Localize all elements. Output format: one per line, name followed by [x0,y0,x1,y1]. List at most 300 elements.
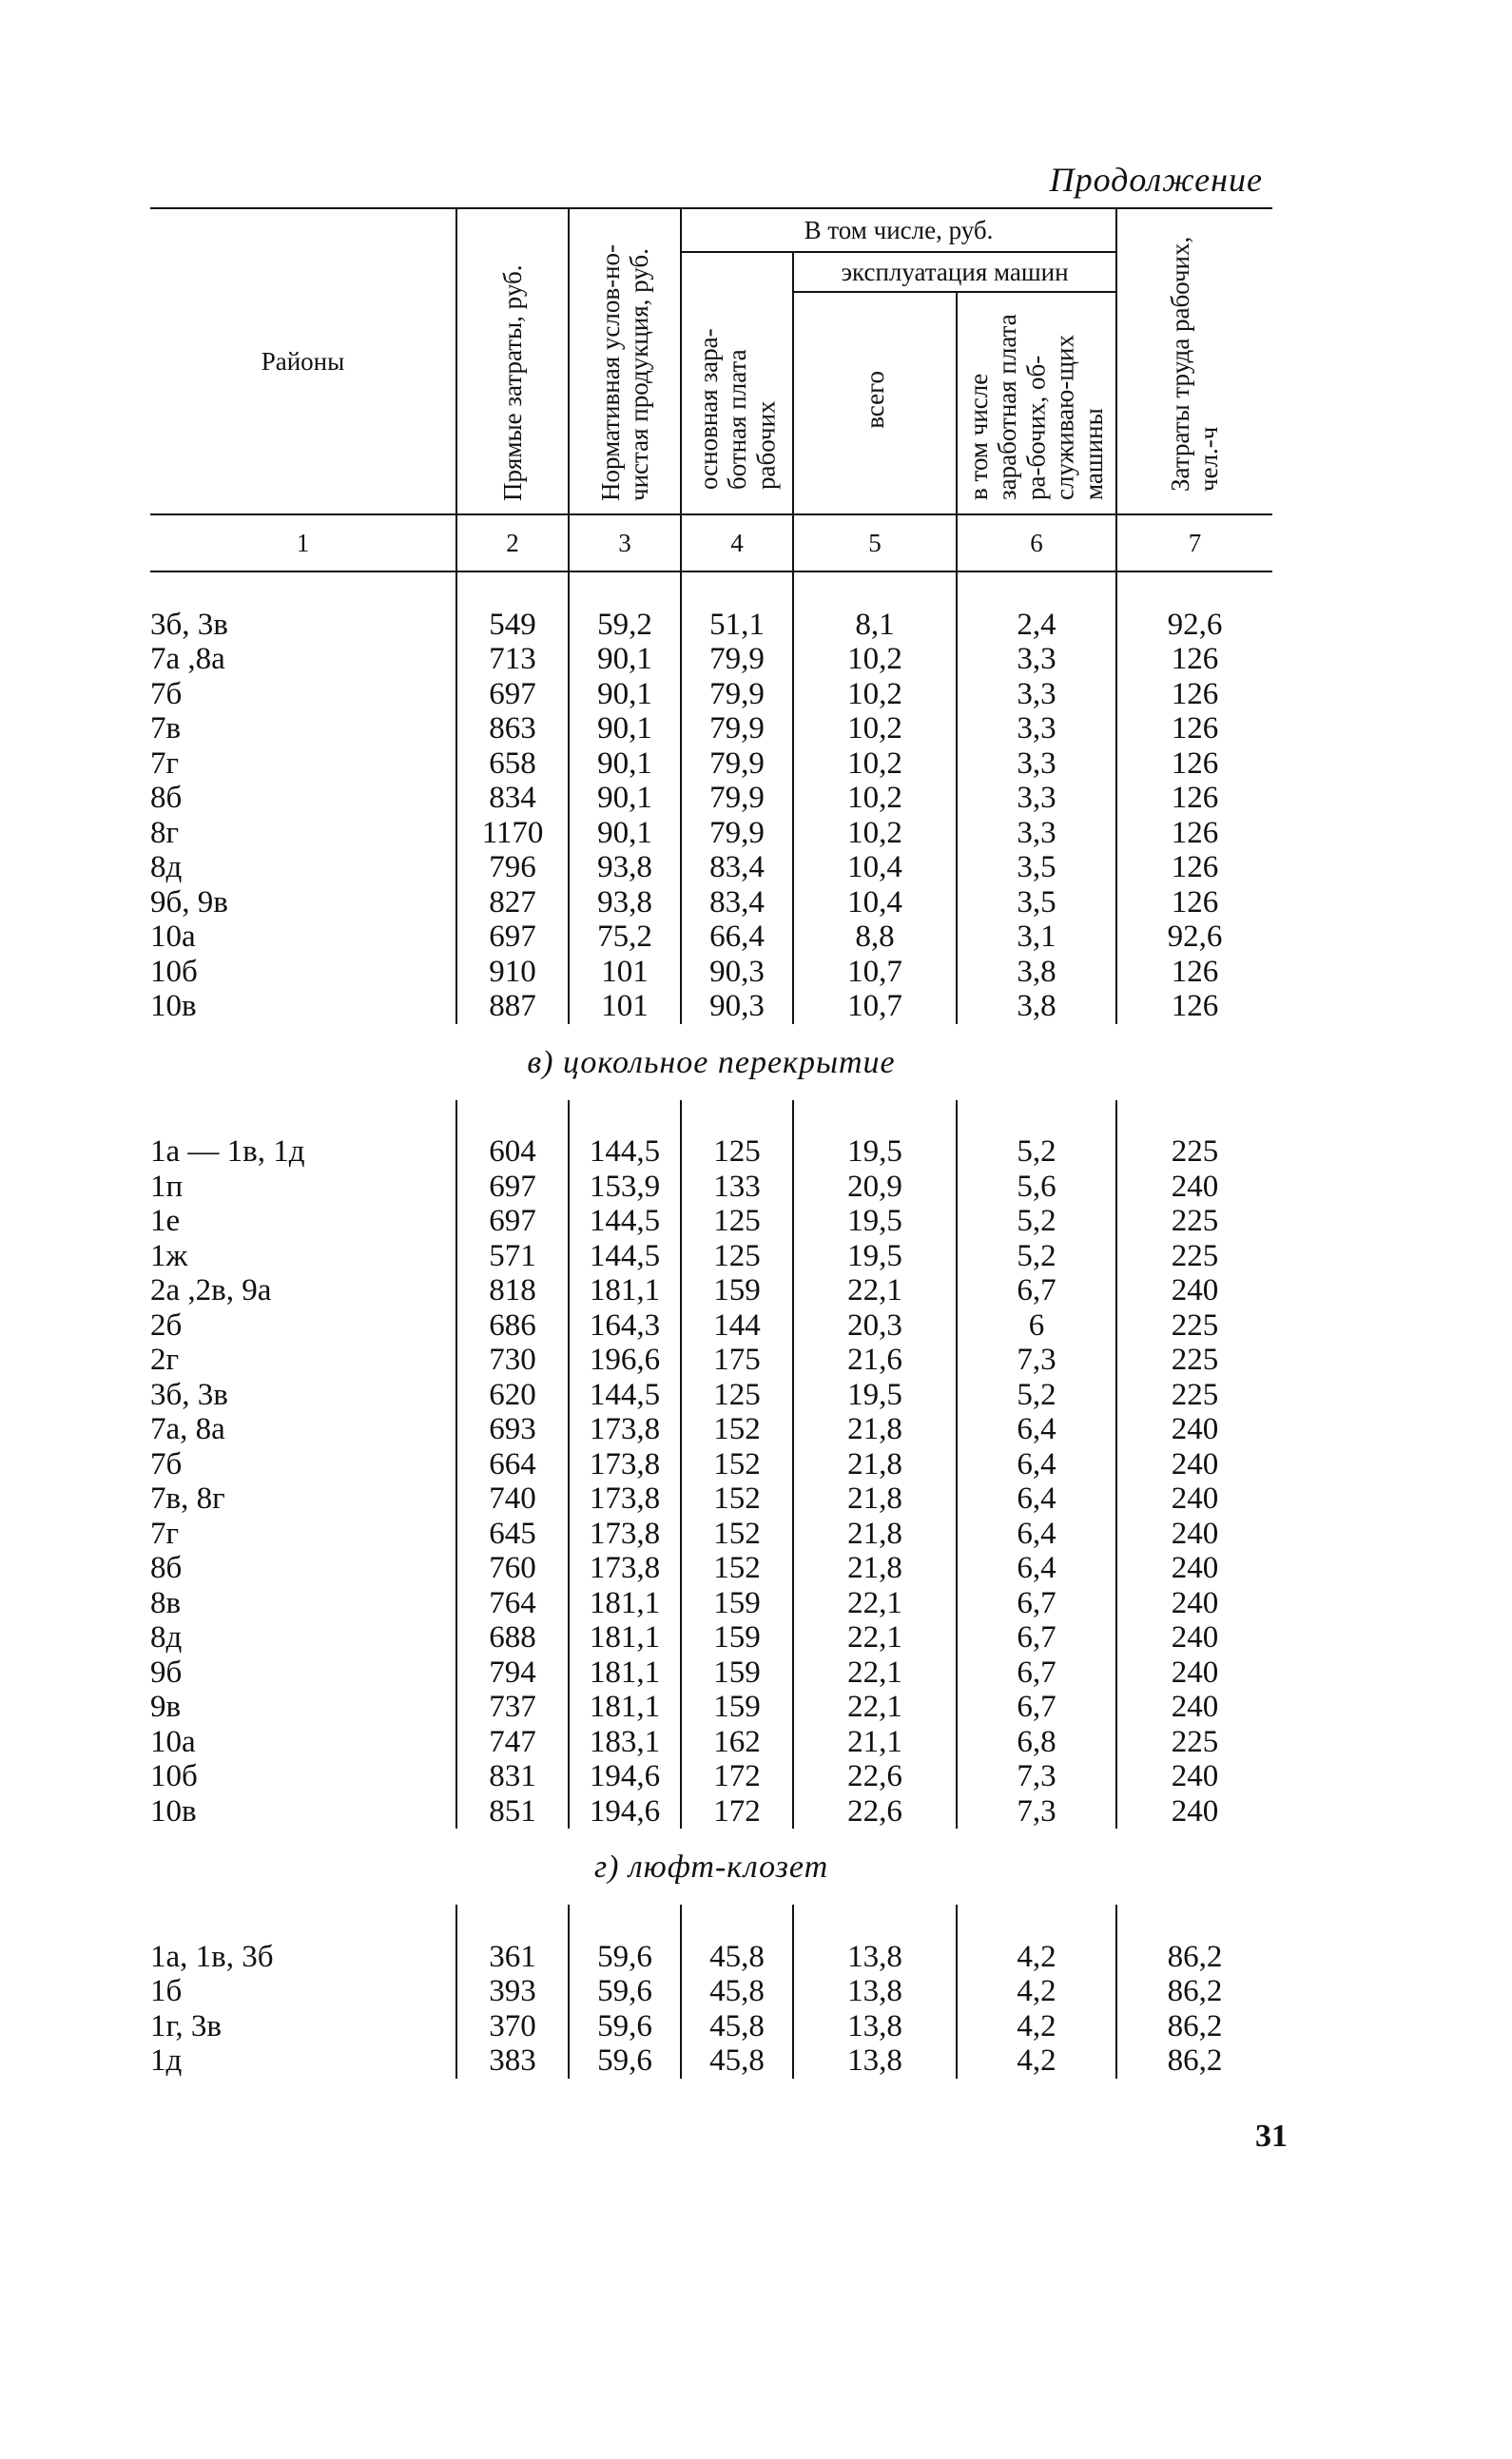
value-cell: 86,2 [1116,1974,1272,2009]
table-row [150,1690,1272,1725]
table-body [150,572,1272,2079]
region-cell: 10а [150,920,196,954]
value-cell: 240 [1116,1794,1272,1830]
value-cell: 664 [456,1447,569,1482]
value-cell: 1170 [456,816,569,851]
value-cell: 152 [681,1481,793,1517]
value-cell: 760 [456,1551,569,1586]
table-row [150,1620,1272,1655]
header-base-wage: основная зара-ботная плата рабочих [681,252,793,514]
region-cell: 3б, 3в [150,1377,228,1412]
value-cell: 3,5 [957,850,1116,885]
value-cell: 5,2 [957,1378,1116,1413]
table-row [150,781,1272,816]
value-cell: 45,8 [681,1974,793,2009]
region-cell: 7б [150,676,183,711]
table-row [150,1655,1272,1691]
region-cell: 7в, 8г [150,1481,225,1516]
value-cell: 194,6 [569,1759,681,1794]
table-row [150,1204,1272,1239]
value-cell: 45,8 [681,2009,793,2044]
value-cell: 22,6 [793,1794,957,1830]
table-row [150,608,1272,643]
value-cell: 6,7 [957,1690,1116,1725]
value-cell: 159 [681,1620,793,1655]
region-cell: 3б, 3в [150,607,228,642]
value-cell: 173,8 [569,1517,681,1552]
value-cell: 851 [456,1794,569,1830]
value-cell: 159 [681,1273,793,1308]
value-cell: 13,8 [793,1974,957,2009]
value-cell: 21,8 [793,1447,957,1482]
value-cell: 133 [681,1170,793,1205]
value-cell: 3,1 [957,920,1116,955]
value-cell: 6,7 [957,1586,1116,1621]
value-cell: 620 [456,1378,569,1413]
value-cell: 21,8 [793,1412,957,1447]
value-cell: 240 [1116,1690,1272,1725]
header-machine-operation: эксплуатация машин [793,252,1116,292]
value-cell: 240 [1116,1447,1272,1482]
value-cell: 10,4 [793,885,957,920]
value-cell: 5,6 [957,1170,1116,1205]
value-cell: 658 [456,746,569,782]
value-cell: 2,4 [957,608,1116,643]
value-cell: 66,4 [681,920,793,955]
section-title: в) цокольное перекрытие [527,1044,896,1080]
col-num-6: 6 [957,514,1116,571]
table-row [150,1170,1272,1205]
value-cell: 910 [456,955,569,990]
value-cell: 3,3 [957,711,1116,746]
value-cell: 144,5 [569,1134,681,1170]
region-cell: 2б [150,1307,183,1343]
value-cell: 7,3 [957,1343,1116,1378]
value-cell: 794 [456,1655,569,1691]
value-cell: 152 [681,1517,793,1552]
header-labor: Затраты труда рабочих, чел.-ч [1116,208,1272,514]
table-row [150,1551,1272,1586]
value-cell: 181,1 [569,1586,681,1621]
value-cell: 13,8 [793,1940,957,1975]
section-table [150,572,1272,1024]
value-cell: 101 [569,955,681,990]
value-cell: 571 [456,1239,569,1274]
value-cell: 604 [456,1134,569,1170]
col-num-4: 4 [681,514,793,571]
value-cell: 686 [456,1308,569,1344]
value-cell: 10,2 [793,746,957,782]
value-cell: 173,8 [569,1481,681,1517]
col-num-5: 5 [793,514,957,571]
value-cell: 126 [1116,642,1272,677]
region-cell: 7г [150,1516,180,1551]
value-cell: 240 [1116,1481,1272,1517]
region-cell: 7в [150,711,182,745]
col-num-3: 3 [569,514,681,571]
region-cell: 1г, 3в [150,2008,222,2043]
value-cell: 172 [681,1794,793,1830]
region-cell: 1а — 1в, 1д [150,1134,305,1169]
region-cell: 9б [150,1655,183,1690]
region-cell: 10в [150,1793,197,1829]
table-row [150,1378,1272,1413]
region-cell: 7г [150,745,180,781]
value-cell: 194,6 [569,1794,681,1830]
value-cell: 240 [1116,1551,1272,1586]
value-cell: 4,2 [957,1974,1116,2009]
value-cell: 51,1 [681,608,793,643]
value-cell: 144,5 [569,1239,681,1274]
value-cell: 240 [1116,1273,1272,1308]
value-cell: 3,8 [957,989,1116,1024]
table-row [150,850,1272,885]
value-cell: 4,2 [957,2043,1116,2079]
value-cell: 126 [1116,711,1272,746]
value-cell: 225 [1116,1725,1272,1760]
value-cell: 125 [681,1134,793,1170]
region-cell: 2а ,2в, 9а [150,1273,272,1307]
value-cell: 688 [456,1620,569,1655]
value-cell: 79,9 [681,711,793,746]
region-cell: 10б [150,1759,198,1793]
value-cell: 549 [456,608,569,643]
value-cell: 86,2 [1116,2043,1272,2079]
value-cell: 370 [456,2009,569,2044]
value-cell: 45,8 [681,2043,793,2079]
col-num-7: 7 [1116,514,1272,571]
header-normative-output: Нормативная услов-но-чистая продукция, руб. [569,208,681,514]
region-cell: 7а ,8а [150,642,225,676]
section-table [150,1905,1272,2079]
region-cell: 1а, 1в, 3б [150,1939,274,1974]
region-cell: 1е [150,1204,181,1238]
value-cell: 764 [456,1586,569,1621]
table-row [150,885,1272,920]
value-cell: 697 [456,677,569,712]
value-cell: 79,9 [681,816,793,851]
table-row [150,2009,1272,2044]
value-cell: 90,3 [681,989,793,1024]
table-row [150,1273,1272,1308]
value-cell: 6,4 [957,1481,1116,1517]
region-cell: 8в [150,1585,182,1620]
value-cell: 101 [569,989,681,1024]
value-cell: 125 [681,1204,793,1239]
col-num-1: 1 [150,514,456,571]
region-cell: 8б [150,781,183,815]
value-cell: 59,6 [569,2043,681,2079]
value-cell: 126 [1116,746,1272,782]
table-row [150,1343,1272,1378]
header-incl-machine-wage: в том числе заработная плата ра-бочих, об-служиваю-щих машины [957,292,1116,514]
value-cell: 79,9 [681,746,793,782]
table-row [150,1447,1272,1482]
value-cell: 6,7 [957,1620,1116,1655]
value-cell: 8,8 [793,920,957,955]
value-cell: 827 [456,885,569,920]
value-cell: 6,4 [957,1412,1116,1447]
table-row [150,816,1272,851]
value-cell: 225 [1116,1204,1272,1239]
value-cell: 3,5 [957,885,1116,920]
value-cell: 737 [456,1690,569,1725]
value-cell: 240 [1116,1759,1272,1794]
value-cell: 6 [957,1308,1116,1344]
region-cell: 1б [150,1974,183,2008]
value-cell: 834 [456,781,569,816]
value-cell: 713 [456,642,569,677]
value-cell: 22,1 [793,1273,957,1308]
value-cell: 90,1 [569,816,681,851]
value-cell: 19,5 [793,1239,957,1274]
value-cell: 361 [456,1940,569,1975]
table-row [150,955,1272,990]
value-cell: 3,3 [957,746,1116,782]
region-cell: 8д [150,850,183,884]
value-cell: 162 [681,1725,793,1760]
value-cell: 181,1 [569,1273,681,1308]
value-cell: 740 [456,1481,569,1517]
value-cell: 3,8 [957,955,1116,990]
table-row [150,746,1272,782]
value-cell: 13,8 [793,2009,957,2044]
table-row [150,1725,1272,1760]
table-row [150,1134,1272,1170]
value-cell: 159 [681,1655,793,1691]
value-cell: 240 [1116,1586,1272,1621]
value-cell: 86,2 [1116,1940,1272,1975]
value-cell: 3,3 [957,781,1116,816]
table-row [150,1759,1272,1794]
value-cell: 225 [1116,1308,1272,1344]
section-table [150,1100,1272,1830]
value-cell: 126 [1116,850,1272,885]
value-cell: 83,4 [681,850,793,885]
table-row [150,1517,1272,1552]
region-cell: 9б, 9в [150,884,228,920]
value-cell: 240 [1116,1620,1272,1655]
region-cell: 1д [150,2043,183,2078]
region-cell: 1п [150,1169,184,1204]
value-cell: 153,9 [569,1170,681,1205]
header-direct-costs: Прямые затраты, руб. [456,208,569,514]
value-cell: 126 [1116,781,1272,816]
value-cell: 5,2 [957,1204,1116,1239]
value-cell: 45,8 [681,1940,793,1975]
value-cell: 10,7 [793,989,957,1024]
value-cell: 383 [456,2043,569,2079]
value-cell: 863 [456,711,569,746]
value-cell: 21,8 [793,1517,957,1552]
value-cell: 22,1 [793,1655,957,1691]
value-cell: 831 [456,1759,569,1794]
value-cell: 181,1 [569,1690,681,1725]
value-cell: 225 [1116,1378,1272,1413]
value-cell: 173,8 [569,1551,681,1586]
region-cell: 10а [150,1724,196,1759]
value-cell: 3,3 [957,642,1116,677]
table-row [150,1239,1272,1274]
table-row [150,642,1272,677]
value-cell: 83,4 [681,885,793,920]
value-cell: 240 [1116,1655,1272,1691]
table-row [150,1794,1272,1830]
table-row [150,1940,1272,1975]
region-cell: 10б [150,954,198,989]
value-cell: 225 [1116,1343,1272,1378]
value-cell: 126 [1116,816,1272,851]
value-cell: 173,8 [569,1447,681,1482]
value-cell: 10,2 [793,677,957,712]
value-cell: 10,2 [793,781,957,816]
region-cell: 7а, 8а [150,1412,225,1446]
value-cell: 6,7 [957,1273,1116,1308]
value-cell: 13,8 [793,2043,957,2079]
value-cell: 59,6 [569,2009,681,2044]
value-cell: 90,1 [569,781,681,816]
value-cell: 164,3 [569,1308,681,1344]
value-cell: 225 [1116,1134,1272,1170]
value-cell: 152 [681,1551,793,1586]
value-cell: 6,4 [957,1551,1116,1586]
value-cell: 196,6 [569,1343,681,1378]
value-cell: 6,7 [957,1655,1116,1691]
region-cell: 8б [150,1551,183,1585]
value-cell: 8,1 [793,608,957,643]
value-cell: 126 [1116,885,1272,920]
column-numbers-row [150,514,1272,571]
value-cell: 126 [1116,955,1272,990]
value-cell: 22,1 [793,1620,957,1655]
value-cell: 3,3 [957,816,1116,851]
value-cell: 175 [681,1343,793,1378]
table-row [150,1308,1272,1344]
value-cell: 92,6 [1116,920,1272,955]
value-cell: 144,5 [569,1204,681,1239]
region-cell: 10в [150,989,197,1023]
value-cell: 125 [681,1378,793,1413]
value-cell: 19,5 [793,1378,957,1413]
value-cell: 6,4 [957,1447,1116,1482]
value-cell: 21,8 [793,1481,957,1517]
value-cell: 172 [681,1759,793,1794]
value-cell: 7,3 [957,1759,1116,1794]
value-cell: 79,9 [681,642,793,677]
region-cell: 2г [150,1343,180,1377]
value-cell: 159 [681,1586,793,1621]
value-cell: 10,2 [793,642,957,677]
value-cell: 10,7 [793,955,957,990]
value-cell: 393 [456,1974,569,2009]
value-cell: 92,6 [1116,608,1272,643]
table-row [150,2043,1272,2079]
value-cell: 10,4 [793,850,957,885]
value-cell: 159 [681,1690,793,1725]
table-header [150,207,1272,572]
continued-label: Продолжение [1049,161,1263,199]
value-cell: 20,9 [793,1170,957,1205]
value-cell: 887 [456,989,569,1024]
value-cell: 173,8 [569,1412,681,1447]
value-cell: 126 [1116,989,1272,1024]
value-cell: 126 [1116,677,1272,712]
value-cell: 59,6 [569,1940,681,1975]
region-cell: 9в [150,1690,182,1724]
value-cell: 79,9 [681,781,793,816]
value-cell: 240 [1116,1412,1272,1447]
value-cell: 22,6 [793,1759,957,1794]
table-row [150,920,1272,955]
value-cell: 5,2 [957,1239,1116,1274]
value-cell: 697 [456,1170,569,1205]
value-cell: 693 [456,1412,569,1447]
value-cell: 93,8 [569,885,681,920]
value-cell: 21,6 [793,1343,957,1378]
value-cell: 6,4 [957,1517,1116,1552]
value-cell: 4,2 [957,2009,1116,2044]
value-cell: 90,3 [681,955,793,990]
header-regions: Районы [150,208,456,514]
header-including: В том числе, руб. [681,208,1116,252]
value-cell: 22,1 [793,1586,957,1621]
value-cell: 152 [681,1412,793,1447]
value-cell: 181,1 [569,1655,681,1691]
value-cell: 747 [456,1725,569,1760]
table-row [150,711,1272,746]
value-cell: 79,9 [681,677,793,712]
value-cell: 183,1 [569,1725,681,1760]
section-title: г) люфт-клозет [593,1849,829,1885]
value-cell: 90,1 [569,711,681,746]
region-cell: 7б [150,1446,183,1481]
value-cell: 3,3 [957,677,1116,712]
value-cell: 225 [1116,1239,1272,1274]
value-cell: 10,2 [793,711,957,746]
value-cell: 10,2 [793,816,957,851]
value-cell: 645 [456,1517,569,1552]
table-row [150,1412,1272,1447]
cost-table [150,207,1272,2079]
value-cell: 125 [681,1239,793,1274]
value-cell: 90,1 [569,677,681,712]
table-row [150,1586,1272,1621]
value-cell: 75,2 [569,920,681,955]
value-cell: 90,1 [569,642,681,677]
value-cell: 6,8 [957,1725,1116,1760]
value-cell: 4,2 [957,1940,1116,1975]
value-cell: 697 [456,1204,569,1239]
region-cell: 8г [150,815,180,850]
value-cell: 59,2 [569,608,681,643]
value-cell: 818 [456,1273,569,1308]
page-number: 31 [1255,2119,1288,2154]
region-cell: 8д [150,1620,183,1655]
value-cell: 21,8 [793,1551,957,1586]
value-cell: 20,3 [793,1308,957,1344]
region-cell: 1ж [150,1238,188,1273]
col-num-2: 2 [456,514,569,571]
value-cell: 59,6 [569,1974,681,2009]
header-total: всего [793,292,957,514]
value-cell: 19,5 [793,1204,957,1239]
value-cell: 21,1 [793,1725,957,1760]
table-row [150,989,1272,1024]
value-cell: 5,2 [957,1134,1116,1170]
value-cell: 730 [456,1343,569,1378]
value-cell: 93,8 [569,850,681,885]
value-cell: 7,3 [957,1794,1116,1830]
